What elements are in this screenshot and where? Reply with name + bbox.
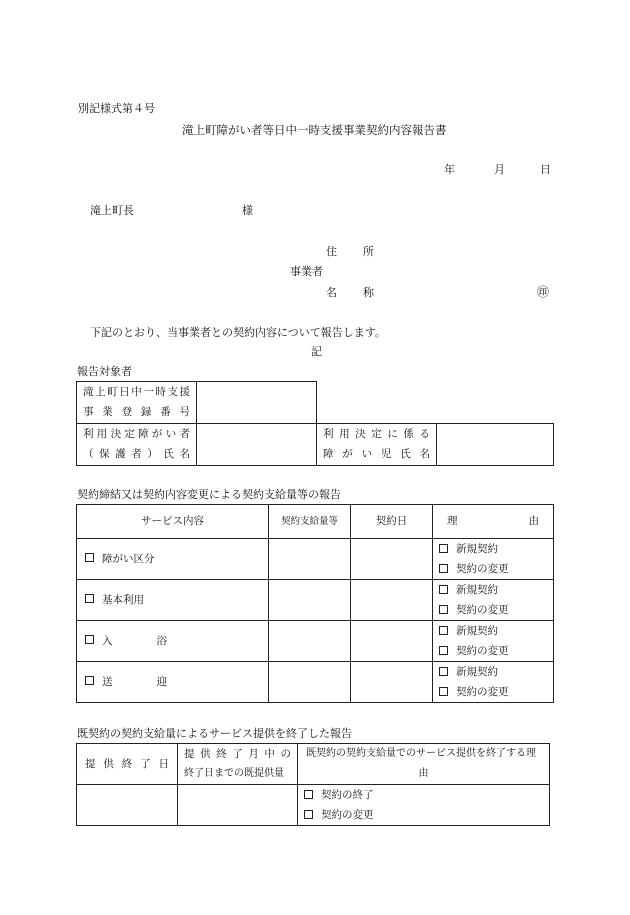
header-date: 契約日 [351, 505, 433, 539]
service-label: 送 [102, 675, 113, 688]
end-section-heading: 既契約の契約支給量によるサービス提供を終了した報告 [77, 727, 352, 740]
registration-number-field[interactable] [197, 382, 317, 424]
service-label: 浴 [156, 634, 167, 647]
change-contract-checkbox[interactable] [439, 687, 448, 696]
reason-cell [433, 662, 554, 703]
new-contract-checkbox[interactable] [439, 626, 448, 635]
reason-cell [433, 580, 554, 621]
header-provided-amount: 提 供 終 了 月 中 の 終了日までの既提供量 [178, 744, 298, 785]
header-end-reason: 既契約の契約支給量でのサービス提供を終了する理 由 [298, 744, 550, 785]
business-label: 事業者 [290, 265, 323, 278]
provided-amount-field[interactable] [178, 785, 298, 826]
date-year-label: 年 [444, 163, 455, 176]
amount-field[interactable] [269, 580, 351, 621]
person-table [76, 423, 554, 466]
service-cell [77, 580, 269, 621]
contract-section-heading: 契約締結又は契約内容変更による契約支給量等の報告 [77, 488, 341, 501]
person-label-line-2: （ 保 護 者 ） 氏 名 [83, 448, 190, 461]
contract-header-row [77, 505, 554, 539]
amount-field[interactable] [269, 662, 351, 703]
end-data-row [77, 785, 550, 826]
addressee-honorific: 様 [242, 204, 253, 217]
contract-table [76, 504, 554, 703]
option-label: 契約の変更 [456, 562, 509, 575]
option-label: 新規契約 [456, 624, 498, 637]
contract-row [77, 580, 554, 621]
service-cell [77, 662, 269, 703]
header-service: サービス内容 [77, 505, 269, 539]
option-label: 契約の変更 [456, 603, 509, 616]
name-label-1: 名 [326, 286, 337, 299]
child-label-cell [317, 424, 437, 466]
change-contract-checkbox[interactable] [439, 646, 448, 655]
child-label-line-2: 障 が い 児 氏 名 [323, 448, 430, 461]
date-month-label: 月 [494, 163, 505, 176]
service-checkbox[interactable] [85, 553, 94, 562]
contract-end-checkbox[interactable] [304, 790, 313, 799]
option-label: 新規契約 [456, 583, 498, 596]
option-label: 新規契約 [456, 665, 498, 678]
header-reason: 理 由 [433, 505, 554, 539]
form-number: 別記様式第４号 [78, 102, 155, 115]
option-label: 新規契約 [456, 542, 498, 555]
amount-field[interactable] [269, 539, 351, 580]
change-contract-checkbox[interactable] [439, 564, 448, 573]
document-title: 滝上町障がい者等日中一時支援事業契約内容報告書 [182, 123, 447, 137]
service-checkbox[interactable] [85, 676, 94, 685]
target-section-heading: 報告対象者 [77, 365, 132, 378]
option-label: 契約の変更 [456, 685, 509, 698]
person-label-cell [77, 424, 197, 466]
reason-cell [433, 621, 554, 662]
date-day-label: 日 [540, 163, 551, 176]
new-contract-checkbox[interactable] [439, 585, 448, 594]
service-label: 障がい区分 [102, 552, 155, 565]
service-label: 迎 [156, 675, 167, 688]
registration-table [76, 381, 317, 424]
contract-row [77, 539, 554, 580]
new-contract-checkbox[interactable] [439, 544, 448, 553]
header-amount: 契約支給量等 [269, 505, 351, 539]
reason-cell [433, 539, 554, 580]
address-label-2: 所 [363, 245, 374, 258]
end-table [76, 743, 550, 826]
option-label: 契約の終了 [321, 788, 374, 801]
header-end-date: 提 供 終 了 日 [77, 744, 178, 785]
new-contract-checkbox[interactable] [439, 667, 448, 676]
date-field[interactable] [351, 662, 433, 703]
address-label-1: 住 [326, 245, 337, 258]
option-label: 契約の変更 [456, 644, 509, 657]
service-label: 入 [102, 634, 113, 647]
contract-row [77, 621, 554, 662]
end-reason-cell [298, 785, 550, 826]
ki-heading: 記 [311, 345, 322, 358]
date-field[interactable] [351, 580, 433, 621]
end-date-field[interactable] [77, 785, 178, 826]
contract-row [77, 662, 554, 703]
service-cell [77, 621, 269, 662]
service-cell [77, 539, 269, 580]
amount-field[interactable] [269, 621, 351, 662]
intro-text: 下記のとおり、当事業者との契約内容について報告します。 [90, 326, 386, 339]
person-name-field[interactable] [197, 424, 317, 466]
seal-mark: ㊞ [537, 285, 550, 299]
registration-label-cell [77, 382, 197, 424]
child-name-field[interactable] [437, 424, 554, 466]
service-checkbox[interactable] [85, 594, 94, 603]
service-checkbox[interactable] [85, 635, 94, 644]
service-label: 基本利用 [102, 593, 144, 606]
option-label: 契約の変更 [321, 808, 374, 821]
name-label-2: 称 [363, 286, 374, 299]
date-field[interactable] [351, 539, 433, 580]
registration-label-line-1: 滝 上 町 日 中 一 時 支 援 [83, 386, 190, 399]
date-field[interactable] [351, 621, 433, 662]
child-label-line-1: 利 用 決 定 に 係 る [323, 428, 430, 441]
contract-change-checkbox[interactable] [304, 810, 313, 819]
registration-label-line-2: 事 業 登 録 番 号 [83, 406, 190, 419]
addressee-name: 滝上町長 [90, 204, 134, 217]
change-contract-checkbox[interactable] [439, 605, 448, 614]
end-header-row [77, 744, 550, 785]
person-label-line-1: 利 用 決 定 障 が い 者 [83, 428, 190, 441]
